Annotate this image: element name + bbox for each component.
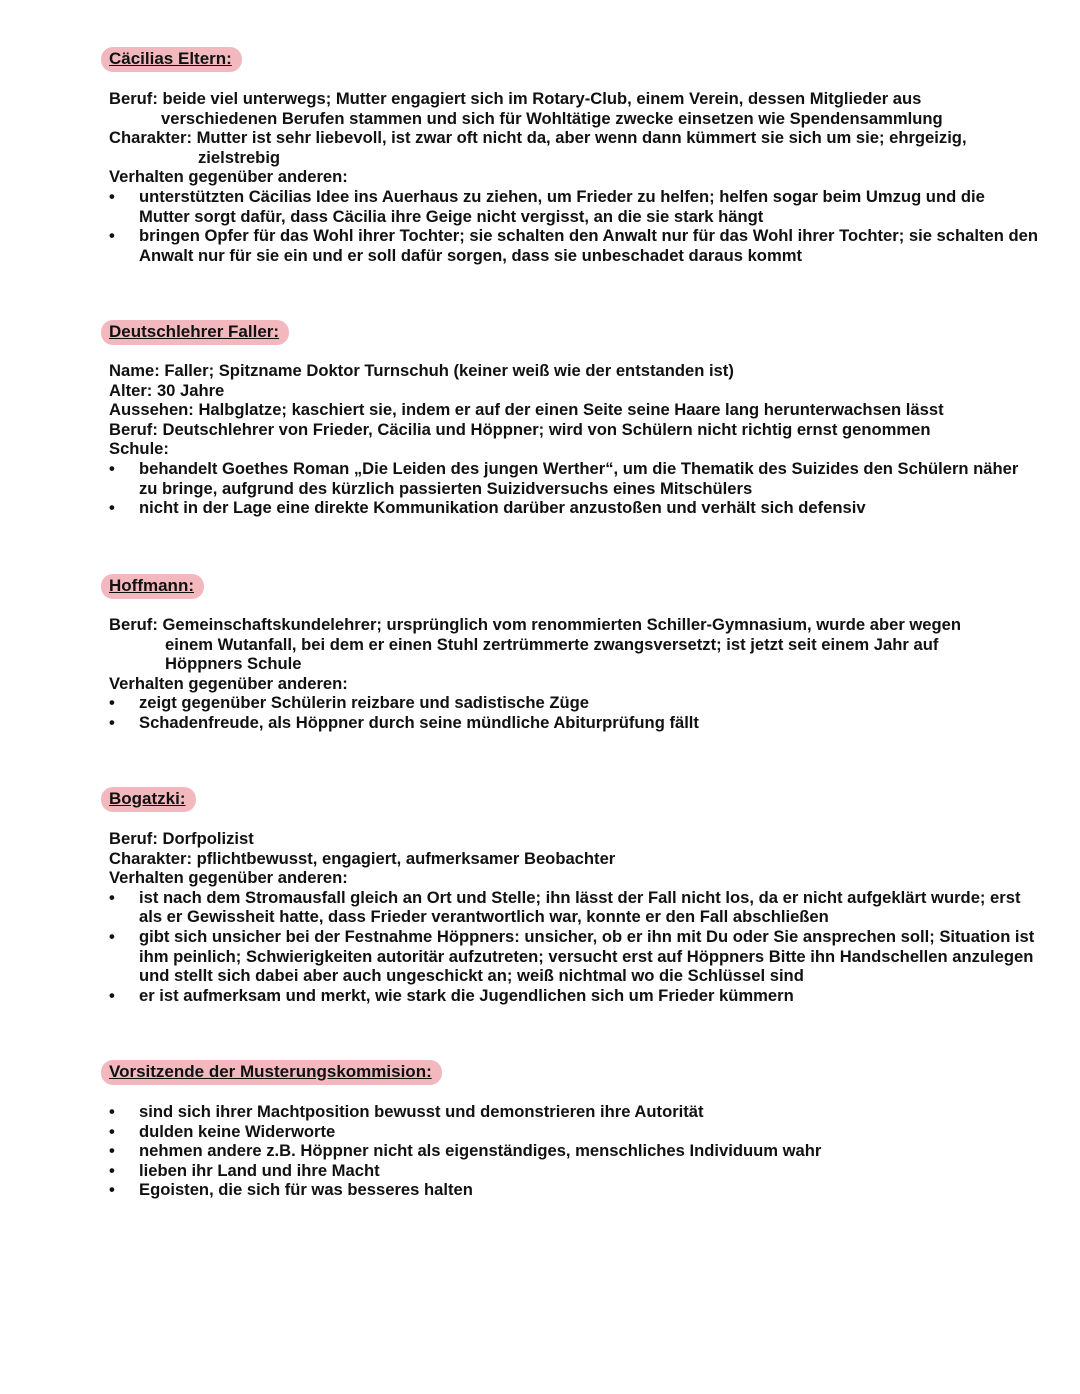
text-line: verschiedenen Berufen stammen und sich für Wohltätige zwecke einsetzen wie Spendensammlung — [161, 108, 943, 128]
bullet-list — [109, 888, 1039, 1006]
section-heading: Deutschlehrer Faller: — [101, 320, 289, 345]
text-line: Aussehen: Halbglatze; kaschiert sie, indem er auf der einen Seite seine Haare lang herunterwachsen lässt — [109, 400, 944, 420]
bullet-list — [109, 1102, 1039, 1200]
text-line: Beruf: Dorfpolizist — [109, 829, 254, 848]
text-line: Name: Faller; Spitzname Doktor Turnschuh (keiner weiß wie der entstanden ist) — [109, 361, 734, 380]
list-item: • gibt sich unsicher bei der Festnahme Höppners: unsicher, ob er ihn mit Du oder Sie ansprechen soll; Situation ist ihm peinlich; Schwierigkeiten autoritär aufzutreten; versucht erst auf Höppners Bitte ihn Handschellen anzulegen und stellt sich dabei aber auch ungeschickt an; weiß nichtmal wo die Schlüssel sind — [109, 927, 1039, 986]
text-line: Alter: 30 Jahre — [109, 380, 225, 400]
list-item: • dulden keine Widerworte — [109, 1122, 1039, 1142]
section-body — [109, 615, 1039, 733]
text-line: Verhalten gegenüber anderen: — [109, 673, 348, 693]
list-item: • lieben ihr Land und ihre Macht — [109, 1161, 1039, 1181]
section-body — [109, 829, 1039, 1005]
text-line: Charakter: pflichtbewusst, engagiert, aufmerksamer Beobachter — [109, 848, 616, 868]
bullet-list — [109, 693, 1039, 732]
list-item: • ist nach dem Stromausfall gleich an Ort und Stelle; ihn lässt der Fall nicht los, da er nicht aufgeklärt wurde; erst als er Gewissheit hatte, dass Frieder verantwortlich war, konnte er den Fall abschließen — [109, 888, 1039, 927]
list-item: • er ist aufmerksam und merkt, wie stark die Jugendlichen sich um Frieder kümmern — [109, 986, 1039, 1006]
bullet-list — [109, 187, 1039, 265]
text-line: Höppners Schule — [165, 654, 302, 674]
section-body — [109, 1102, 1039, 1200]
text-line: einem Wutanfall, bei dem er einen Stuhl zertrümmerte zwangsversetzt; ist jetzt seit einem Jahr auf — [165, 634, 939, 654]
section-body — [109, 361, 1039, 518]
text-line: Verhalten gegenüber anderen: — [109, 868, 348, 888]
list-item: • sind sich ihrer Machtposition bewusst und demonstrieren ihre Autorität — [109, 1102, 1039, 1122]
list-item: • bringen Opfer für das Wohl ihrer Tochter; sie schalten den Anwalt nur für das Wohl ihrer Tochter; sie schalten den Anwalt nur für sie ein und er soll dafür sorgen, dass sie unbeschadet daraus kommt — [109, 226, 1039, 265]
section-heading: Bogatzki: — [101, 787, 196, 812]
list-item: • behandelt Goethes Roman „Die Leiden des jungen Werther“, um die Thematik des Suizides den Schülern näher zu bringe, aufgrund des kürzlich passierten Suizidversuchs eines Mitschülers — [109, 459, 1039, 498]
section-hoffmann — [109, 574, 1039, 733]
list-item: • Schadenfreude, als Höppner durch seine mündliche Abiturprüfung fällt — [109, 713, 1039, 733]
text-line: Verhalten gegenüber anderen: — [109, 167, 348, 187]
section-musterungskommission — [109, 1060, 1039, 1200]
section-heading: Hoffmann: — [101, 574, 204, 599]
section-caecilias-eltern — [109, 47, 1039, 265]
section-heading: Cäcilias Eltern: — [101, 47, 242, 72]
text-line: Beruf: Gemeinschaftskundelehrer; ursprünglich vom renommierten Schiller-Gymnasium, wurde aber wegen — [109, 615, 962, 634]
list-item: • zeigt gegenüber Schülerin reizbare und sadistische Züge — [109, 693, 1039, 713]
section-body — [109, 89, 1039, 265]
list-item: • unterstützten Cäcilias Idee ins Auerhaus zu ziehen, um Frieder zu helfen; helfen sogar beim Umzug und die Mutter sorgt dafür, dass Cäcilia ihre Geige nicht vergisst, an die sie stark hängt — [109, 187, 1039, 226]
list-item: • nehmen andere z.B. Höppner nicht als eigenständiges, menschliches Individuum wahr — [109, 1141, 1039, 1161]
text-line: Beruf: beide viel unterwegs; Mutter engagiert sich im Rotary-Club, einem Verein, dessen Mitglieder aus — [109, 89, 922, 108]
section-bogatzki — [109, 787, 1039, 1005]
text-line: zielstrebig — [198, 147, 281, 167]
list-item: • nicht in der Lage eine direkte Kommunikation darüber anzustoßen und verhält sich defensiv — [109, 498, 1039, 518]
section-deutschlehrer-faller — [109, 320, 1039, 518]
text-line: Charakter: Mutter ist sehr liebevoll, ist zwar oft nicht da, aber wenn dann kümmert sie sich um sie; ehrgeizig, — [109, 128, 967, 148]
section-heading: Vorsitzende der Musterungskommision: — [101, 1060, 442, 1085]
bullet-list — [109, 459, 1039, 518]
text-line: Beruf: Deutschlehrer von Frieder, Cäcilia und Höppner; wird von Schülern nicht richtig ernst genommen — [109, 419, 931, 439]
list-item: • Egoisten, die sich für was besseres halten — [109, 1180, 1039, 1200]
text-line: Schule: — [109, 439, 169, 459]
